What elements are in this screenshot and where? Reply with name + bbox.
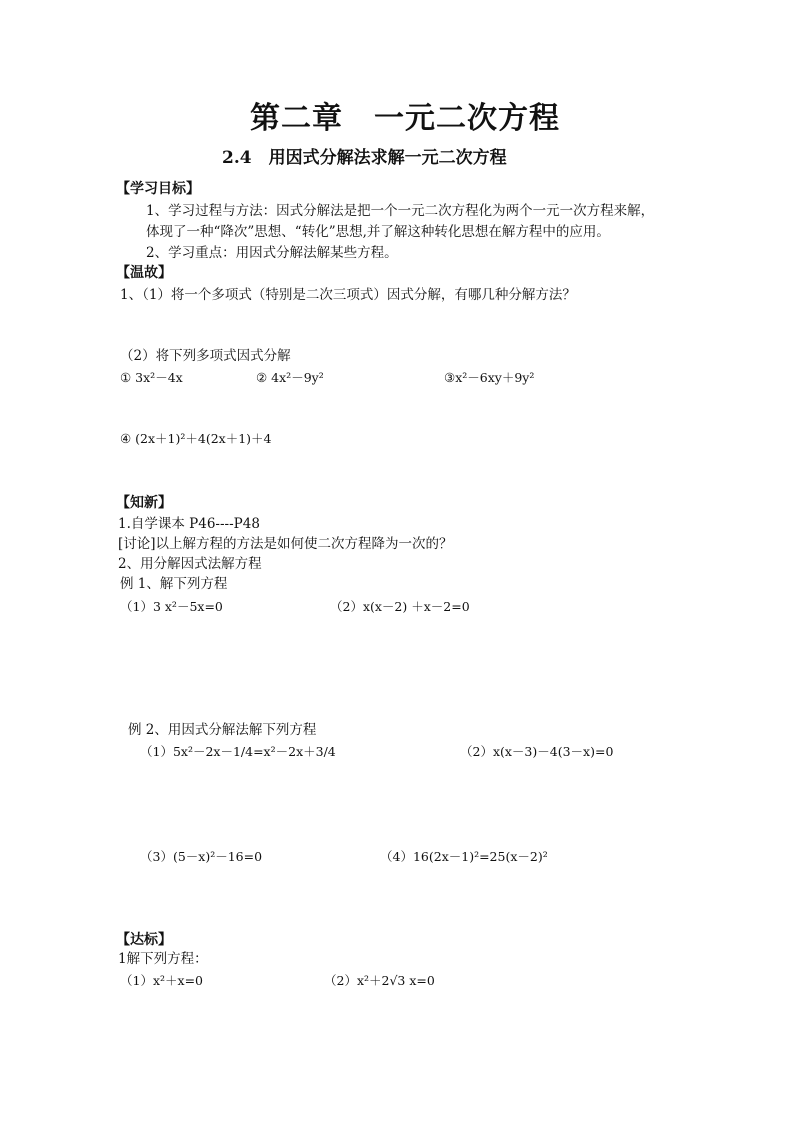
goal-line-1a: 1、学习过程与方法：因式分解法是把一个一元二次方程化为两个一元一次方程来解， — [146, 203, 655, 219]
method-line: 2、用分解因式法解方程 — [118, 556, 262, 572]
self-study-line: 1.自学课本 P46----P48 — [118, 516, 260, 532]
review-item-3: ③x²－6xy＋9y² — [444, 370, 535, 385]
review-item-2: ② 4x²－9y² — [256, 370, 324, 385]
target-item-1: （1）x²＋x=0 — [120, 973, 203, 988]
review-question-1: 1、（1）将一个多项式（特别是二次三项式）因式分解，有哪几种分解方法？ — [120, 287, 576, 303]
example-2-item-1: （1）5x²－2x－1/4=x²－2x＋3/4 — [140, 744, 336, 759]
review-item-4: ④ (2x＋1)²＋4(2x＋1)＋4 — [120, 431, 272, 446]
example-2-item-4: （4）16(2x－1)²=25(x－2)² — [380, 849, 548, 864]
review-question-2: （2）将下列多项式因式分解 — [120, 348, 291, 364]
review-heading: 【温故】 — [116, 265, 172, 281]
target-heading: 【达标】 — [116, 932, 172, 948]
goal-line-1b: 体现了一种“降次”思想、“转化”思想,并了解这种转化思想在解方程中的应用。 — [146, 224, 610, 240]
discuss-line: [讨论]以上解方程的方法是如何使二次方程降为一次的？ — [118, 536, 453, 552]
goal-line-2: 2、学习重点：用因式分解法解某些方程。 — [146, 245, 398, 261]
example-2-item-2: （2）x(x－3)－4(3－x)=0 — [460, 744, 614, 759]
example-1-item-2: （2）x(x－2) ＋x－2=0 — [330, 599, 470, 614]
chapter-title: 第二章 一元二次方程 — [250, 101, 560, 136]
new-heading: 【知新】 — [116, 495, 172, 511]
example-1-title: 例 1、解下列方程 — [120, 576, 228, 592]
target-item-2: （2）x²＋2√3 x=0 — [324, 973, 435, 988]
target-question-1: 1解下列方程： — [118, 951, 208, 967]
example-2-title: 例 2、用因式分解法解下列方程 — [128, 722, 317, 738]
section-title: 2.4 用因式分解法求解一元二次方程 — [222, 148, 507, 168]
example-2-item-3: （3）(5－x)²－16=0 — [140, 849, 263, 864]
goals-heading: 【学习目标】 — [116, 181, 200, 197]
example-1-item-1: （1）3 x²－5x=0 — [120, 599, 223, 614]
review-item-1: ① 3x²－4x — [120, 370, 183, 385]
